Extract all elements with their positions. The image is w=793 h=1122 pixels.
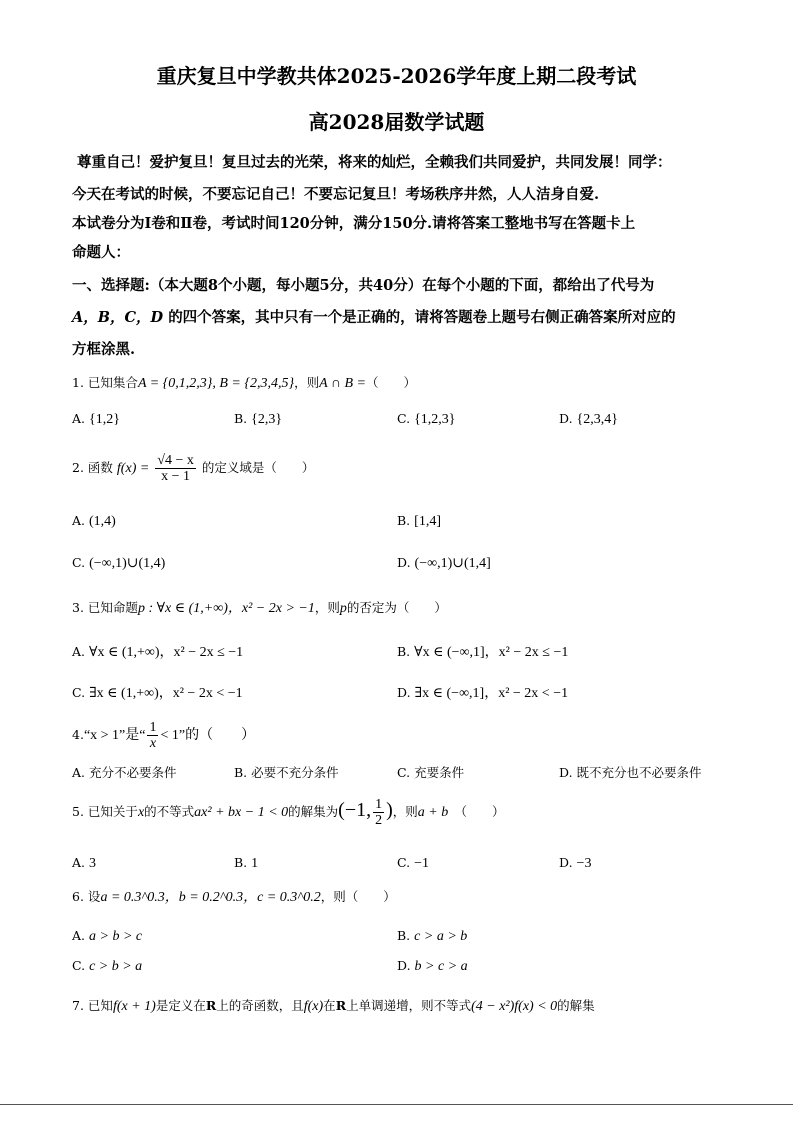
question-text: ，则（ ） [320, 889, 396, 904]
q6-option-c [72, 958, 142, 975]
question-text: < 1”的（ ） [160, 728, 256, 743]
question-number: 6. [72, 889, 84, 904]
q2-option-a [72, 513, 116, 530]
option-text: {1,2} [89, 412, 120, 427]
q3-option-b [397, 641, 568, 661]
option-label: B. [397, 513, 411, 528]
fraction-numerator: 1 [375, 797, 383, 812]
fraction [147, 720, 158, 751]
q4-option-c [397, 763, 464, 781]
question-text: 的否定为（ ） [346, 600, 447, 615]
question-text: 的定义域是（ ） [201, 460, 315, 475]
option-label: B. [234, 411, 248, 426]
option-label: A. [72, 644, 86, 659]
question-text: 已知关于 [87, 804, 138, 819]
math-expression: f(x + 1) [112, 999, 156, 1014]
option-text: ∀x ∈ (1,+∞)，x² − 2x ≤ −1 [89, 645, 244, 660]
question-text: 设 [87, 889, 101, 904]
answer-codes: A，B，C，D [72, 309, 164, 326]
section-heading-line-2 [72, 306, 676, 327]
option-text: 既不充分也不必要条件 [576, 765, 702, 780]
fraction-denominator: x − 1 [161, 469, 191, 484]
q5-option-b [234, 855, 258, 872]
exam-subtitle: 高2028届数学试题 [308, 110, 485, 134]
q6-option-a [72, 928, 142, 945]
question-text: 已知集合 [87, 375, 138, 390]
option-label: C. [72, 958, 86, 973]
math-variable: x [137, 805, 145, 820]
q2-option-d [397, 555, 491, 572]
fraction [155, 453, 196, 484]
q5-option-d [559, 855, 591, 872]
question-text: 函数 [87, 460, 113, 475]
option-text: ∃x ∈ (−∞,1]，x² − 2x < −1 [414, 686, 569, 701]
option-text: 必要不充分条件 [251, 765, 339, 780]
fraction-denominator: x [149, 736, 157, 751]
q1-option-a [72, 411, 120, 428]
question-text: ，则 [314, 600, 340, 615]
option-text: {2,3,4} [576, 412, 618, 427]
question-3 [72, 597, 447, 617]
exam-title: 重庆复旦中学教共体2025-2026学年度上期二段考试 [156, 64, 637, 88]
option-label: D. [397, 958, 411, 973]
option-label: B. [397, 928, 411, 943]
fraction-numerator: 1 [149, 720, 157, 735]
question-number: 5. [72, 804, 84, 819]
question-4 [72, 720, 255, 751]
q4-option-d [559, 763, 702, 781]
question-text: 在 [323, 998, 336, 1013]
interval-close: ) [386, 799, 393, 821]
option-label: C. [72, 685, 86, 700]
option-text: (−∞,1)∪(1,4) [89, 556, 166, 571]
question-7 [72, 996, 595, 1015]
exam-info: 本试卷分为Ⅰ卷和Ⅱ卷，考试时间120分钟，满分150分.请将答案工整地书写在答题卡上 [72, 215, 636, 232]
math-expression: ax² + bx − 1 < 0 [194, 805, 289, 820]
question-text: ，则 [294, 375, 320, 390]
q3-option-c [72, 682, 243, 702]
option-label: D. [559, 765, 573, 780]
option-label: D. [559, 411, 573, 426]
section-heading-line-2-text: 的四个答案，其中只有一个是正确的，请将答题卷上题号右侧正确答案所对应的 [168, 309, 676, 326]
q6-option-d [397, 958, 468, 975]
math-expression: (4 − x²)f(x) < 0 [471, 999, 558, 1014]
q4-option-b [234, 763, 339, 781]
option-label: D. [397, 685, 411, 700]
option-text: 3 [89, 856, 96, 871]
option-label: A. [72, 765, 86, 780]
question-number: 3. [72, 600, 84, 615]
q5-option-a [72, 855, 96, 872]
option-label: A. [72, 855, 86, 870]
option-text: [1,4] [414, 514, 441, 529]
option-text: (1,4) [89, 514, 116, 529]
q5-option-c [397, 855, 429, 872]
q1-option-d [559, 411, 618, 428]
math-variable: p [339, 601, 347, 616]
question-text: 已知命题 [87, 600, 138, 615]
question-text: 已知 [87, 998, 113, 1013]
question-text: 上的奇函数，且 [216, 998, 304, 1013]
q4-option-a [72, 763, 177, 781]
option-text: c > b > a [89, 959, 143, 974]
question-text: ，则 [392, 804, 418, 819]
option-label: C. [397, 765, 411, 780]
option-label: C. [397, 855, 411, 870]
answer-paren: （ ） [366, 375, 417, 390]
option-text: 充要条件 [414, 765, 465, 780]
question-2 [72, 453, 314, 484]
q1-option-c [397, 411, 456, 428]
math-expression: A ∩ B = [319, 376, 367, 391]
math-expression: p : ∀x ∈ (1,+∞)，x² − 2x > −1 [137, 601, 315, 616]
option-text: b > c > a [414, 959, 468, 974]
question-number: 1. [72, 375, 84, 390]
question-number: 2. [72, 460, 84, 475]
option-label: A. [72, 411, 86, 426]
author-label: 命题人： [72, 244, 130, 261]
q2-option-b [397, 513, 441, 530]
option-label: D. [397, 555, 411, 570]
q2-option-c [72, 555, 165, 572]
option-label: A. [72, 513, 86, 528]
section-heading-line-3: 方框涂黑. [72, 341, 136, 358]
question-6 [72, 886, 396, 906]
option-label: B. [397, 644, 411, 659]
option-label: C. [397, 411, 411, 426]
question-text: 上单调递增，则不等式 [346, 998, 472, 1013]
math-expression: A = {0,1,2,3}, B = {2,3,4,5} [137, 376, 295, 391]
fraction [373, 797, 384, 828]
page-bottom-rule [0, 1104, 793, 1105]
q1-option-b [234, 411, 282, 428]
question-text: “x > 1”是“ [83, 728, 146, 743]
fraction-denominator: 2 [375, 813, 383, 828]
option-text: 1 [251, 856, 259, 871]
option-label: C. [72, 555, 86, 570]
math-expression: f(x) [303, 999, 324, 1014]
option-label: D. [559, 855, 573, 870]
option-label: A. [72, 928, 86, 943]
option-text: c > a > b [414, 929, 468, 944]
answer-paren: （ ） [460, 804, 505, 819]
question-text: 的解集 [557, 998, 595, 1013]
option-text: a > b > c [89, 929, 143, 944]
option-text: (−∞,1)∪(1,4] [414, 556, 491, 571]
option-label: B. [234, 765, 248, 780]
option-text: {2,3} [251, 412, 283, 427]
option-text: ∀x ∈ (−∞,1]，x² − 2x ≤ −1 [414, 645, 569, 660]
motto-line-2: 今天在考试的时候，不要忘记自己！不要忘记复旦！考场秩序井然，人人洁身自爱. [72, 186, 600, 203]
option-text: {1,2,3} [414, 412, 456, 427]
q6-option-b [397, 928, 467, 945]
real-set-symbol: R [205, 998, 217, 1013]
question-1 [72, 373, 416, 392]
question-text: 是定义在 [155, 998, 206, 1013]
q3-option-a [72, 641, 243, 661]
option-text: −3 [576, 856, 592, 871]
math-expression: a + b [417, 805, 449, 820]
math-expression: f(x) = [116, 461, 150, 476]
question-text: 的不等式 [144, 804, 195, 819]
fraction-numerator: √4 − x [157, 453, 194, 468]
option-text: −1 [414, 856, 429, 871]
option-label: B. [234, 855, 248, 870]
real-set-symbol: R [335, 998, 347, 1013]
motto-line-1: 尊重自己！爱护复旦！复旦过去的光荣，将来的灿烂，全赖我们共同爱护，共同发展！同学： [77, 154, 672, 171]
question-number: 4. [72, 727, 84, 742]
question-number: 7. [72, 998, 84, 1013]
interval-open: (−1, [338, 799, 372, 821]
option-text: 充分不必要条件 [89, 765, 177, 780]
q3-option-d [397, 682, 568, 702]
question-text: 的解集为 [288, 804, 339, 819]
option-text: ∃x ∈ (1,+∞)，x² − 2x < −1 [89, 686, 243, 701]
math-expression: a = 0.3^0.3，b = 0.2^0.3，c = 0.3^0.2 [100, 890, 321, 905]
question-5 [72, 797, 505, 828]
section-heading-line-1: 一、选择题:（本大题8个小题，每小题5分，共40分）在每个小题的下面，都给出了代号为 [72, 277, 655, 294]
